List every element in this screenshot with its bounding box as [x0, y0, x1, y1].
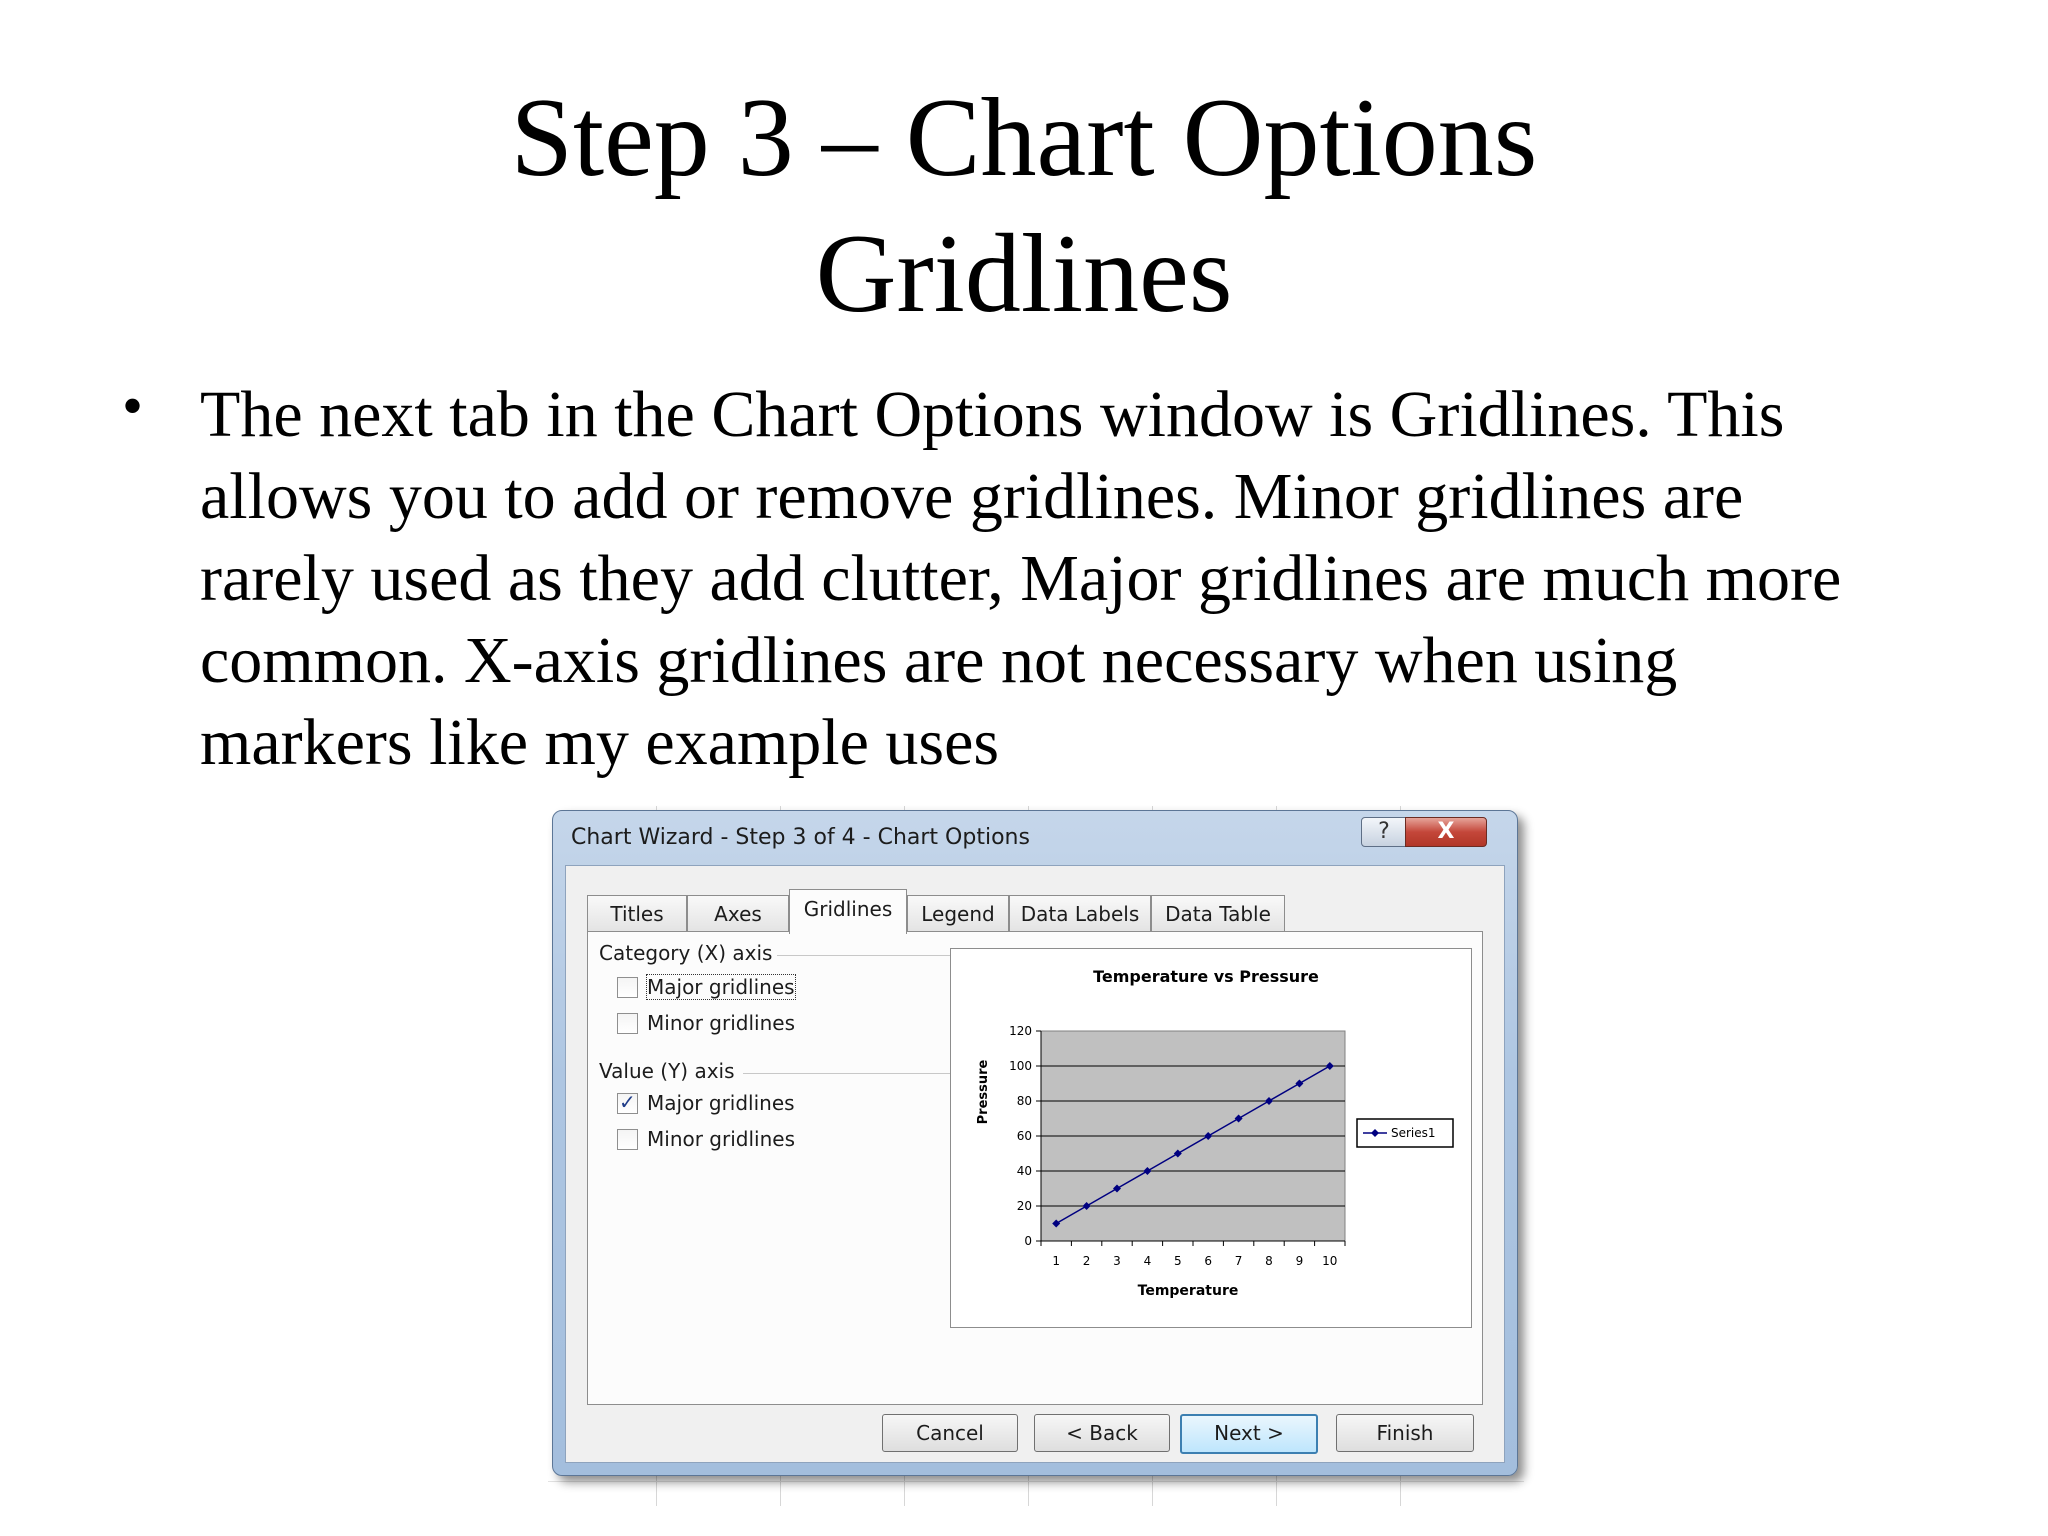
slide-title [0, 70, 2048, 342]
y-tick-label: 20 [1016, 1199, 1032, 1213]
bullet-line: markers like my example uses [200, 706, 1000, 779]
next-button[interactable]: Next > [1180, 1414, 1318, 1454]
x-tick-label: 8 [1265, 1254, 1273, 1268]
bullet-text [200, 374, 1960, 784]
value-axis-group-label: Value (Y) axis [599, 1059, 735, 1083]
help-button[interactable]: ? [1361, 817, 1407, 847]
tab-data-labels[interactable]: Data Labels [1009, 895, 1151, 932]
value-major-gridlines-label[interactable]: Major gridlines [647, 1091, 795, 1115]
category-major-gridlines-label[interactable]: Major gridlines [647, 975, 795, 999]
category-minor-gridlines-checkbox[interactable] [617, 1013, 638, 1034]
bullet-dot: • [122, 373, 144, 439]
value-minor-gridlines-label[interactable]: Minor gridlines [647, 1127, 795, 1151]
dialog-title: Chart Wizard - Step 3 of 4 - Chart Options [571, 825, 1030, 850]
tab-titles[interactable]: Titles [587, 895, 687, 932]
tab-legend[interactable]: Legend [907, 895, 1009, 932]
y-tick-label: 120 [1009, 1024, 1032, 1038]
y-tick-label: 60 [1016, 1129, 1032, 1143]
category-axis-group-label: Category (X) axis [599, 941, 773, 965]
bullet-line: common. X-axis gridlines are not necessary when using [200, 624, 1678, 697]
tab-data-table[interactable]: Data Table [1151, 895, 1285, 932]
finish-button[interactable]: Finish [1336, 1414, 1474, 1452]
x-tick-label: 6 [1204, 1254, 1213, 1268]
y-tick-label: 100 [1009, 1059, 1032, 1073]
tab-gridlines[interactable]: Gridlines [789, 889, 907, 934]
y-tick-label: 80 [1016, 1094, 1032, 1108]
plot-area-group [1009, 1024, 1453, 1268]
chart-preview [950, 948, 1472, 1328]
checkmark-icon: ✓ [619, 1090, 636, 1114]
back-button[interactable]: < Back [1034, 1414, 1170, 1452]
chart-preview-svg [951, 949, 1471, 1327]
bullet-line: rarely used as they add clutter, Major gridlines are much more [200, 542, 1842, 615]
x-tick-label: 10 [1322, 1254, 1338, 1268]
close-button[interactable]: X [1405, 817, 1487, 847]
y-tick-label: 0 [1024, 1234, 1032, 1248]
x-tick-label: 9 [1295, 1254, 1304, 1268]
tab-axes[interactable]: Axes [687, 895, 789, 932]
x-axis-label: Temperature [1137, 1283, 1239, 1299]
y-axis-label: Pressure [976, 1059, 991, 1125]
value-major-gridlines-option[interactable] [617, 1091, 817, 1117]
y-tick-label: 40 [1016, 1164, 1032, 1178]
bullet-line: allows you to add or remove gridlines. Minor gridlines are [200, 460, 1744, 533]
legend-label: Series1 [1391, 1126, 1436, 1140]
value-minor-gridlines-option[interactable] [617, 1127, 817, 1153]
category-minor-gridlines-label[interactable]: Minor gridlines [647, 1011, 795, 1035]
category-major-gridlines-checkbox[interactable] [617, 977, 638, 998]
x-tick-label: 5 [1173, 1254, 1182, 1268]
chart-title: Temperature vs Pressure [1093, 967, 1319, 986]
value-minor-gridlines-checkbox[interactable] [617, 1129, 638, 1150]
category-major-gridlines-option[interactable] [617, 975, 817, 1001]
category-minor-gridlines-option[interactable] [617, 1011, 817, 1037]
cancel-button[interactable]: Cancel [882, 1414, 1018, 1452]
x-tick-label: 4 [1143, 1254, 1152, 1268]
slide-title-line-2: Gridlines [815, 212, 1233, 336]
x-tick-label: 1 [1052, 1254, 1061, 1268]
x-tick-label: 7 [1234, 1254, 1243, 1268]
x-tick-label: 2 [1082, 1254, 1091, 1268]
slide-title-line-1: Step 3 – Chart Options [510, 76, 1538, 200]
value-major-gridlines-checkbox[interactable] [617, 1090, 638, 1114]
bullet-line: The next tab in the Chart Options window is Gridlines. This [200, 378, 1785, 451]
x-tick-label: 3 [1113, 1254, 1121, 1268]
